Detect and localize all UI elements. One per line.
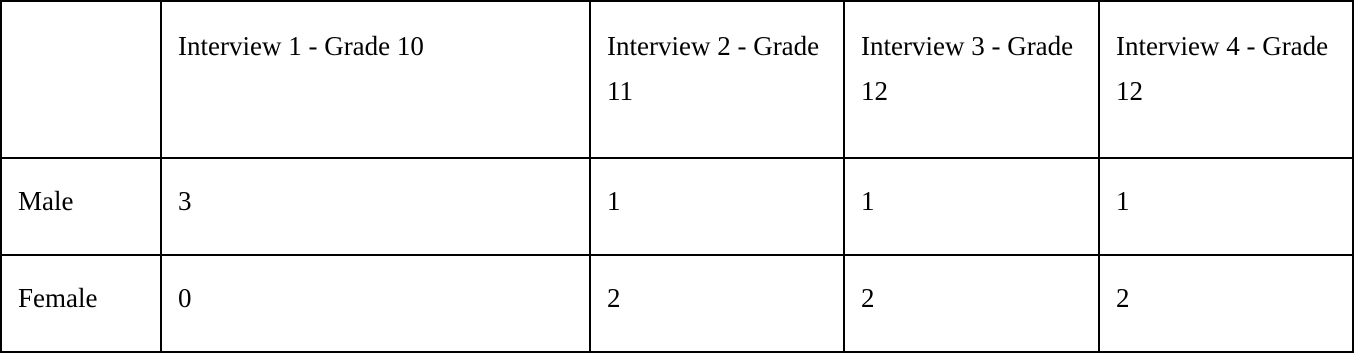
row-label-male: Male <box>1 158 161 255</box>
column-header-interview-4: Interview 4 - Grade 12 <box>1099 1 1353 158</box>
cell-female-interview-2: 2 <box>590 255 844 352</box>
column-header-interview-1: Interview 1 - Grade 10 <box>161 1 590 158</box>
cell-female-interview-3: 2 <box>844 255 1099 352</box>
cell-male-interview-4: 1 <box>1099 158 1353 255</box>
table-row-male <box>1 158 1353 255</box>
row-label-female: Female <box>1 255 161 352</box>
cell-male-interview-3: 1 <box>844 158 1099 255</box>
cell-male-interview-2: 1 <box>590 158 844 255</box>
corner-cell <box>1 1 161 158</box>
header-row <box>1 1 1353 158</box>
cell-female-interview-1: 0 <box>161 255 590 352</box>
cell-female-interview-4: 2 <box>1099 255 1353 352</box>
column-header-interview-3: Interview 3 - Grade 12 <box>844 1 1099 158</box>
table-row-female <box>1 255 1353 352</box>
cell-male-interview-1: 3 <box>161 158 590 255</box>
column-header-interview-2: Interview 2 - Grade 11 <box>590 1 844 158</box>
